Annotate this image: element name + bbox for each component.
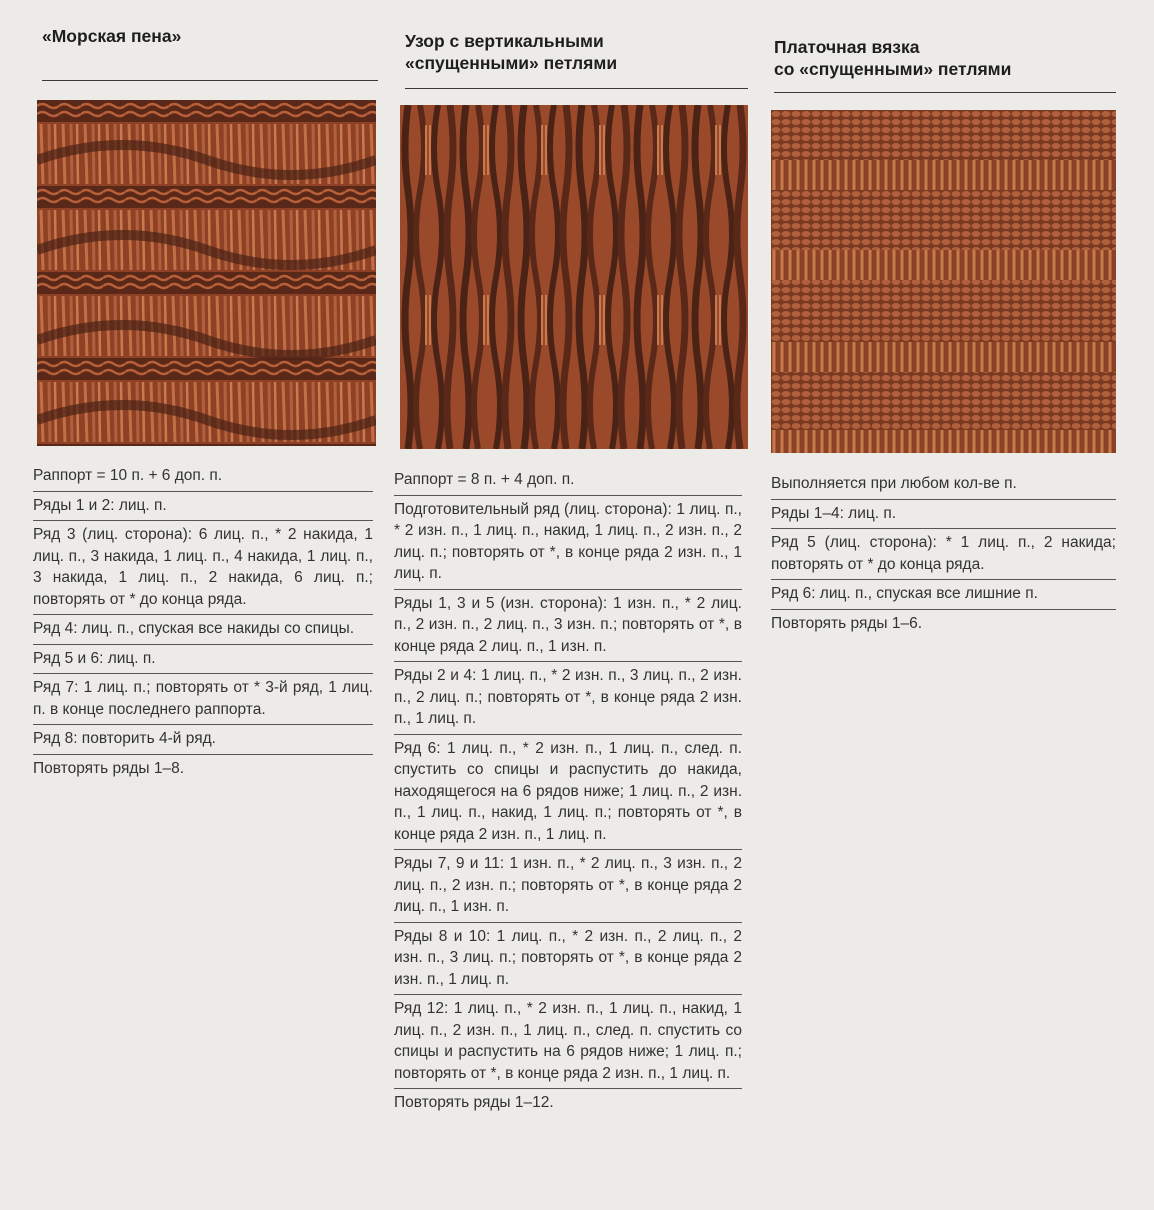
- instruction-row: Ряд 3 (лиц. сторона): 6 лиц. п., * 2 накида, 1 лиц. п., 3 накида, 1 лиц. п., 4 накида, 1 лиц. п., 3 накида, 1 лиц. п., 2 накида, 6 лиц. п.; повторять от * до конца ряда.: [33, 521, 373, 615]
- instruction-row: Раппорт = 10 п. + 6 доп. п.: [33, 462, 373, 492]
- instruction-row: Ряд 5 и 6: лиц. п.: [33, 645, 373, 675]
- instruction-row: Подготовительный ряд (лиц. сторона): 1 лиц. п., * 2 изн. п., 1 лиц. п., накид, 1 лиц. п., 2 изн. п., 2 лиц. п.; повторять от *, в конце ряда 2 изн. п., 1 лиц. п.: [394, 496, 742, 590]
- instruction-row: Ряд 12: 1 лиц. п., * 2 изн. п., 1 лиц. п., накид, 1 лиц. п., 2 изн. п., 1 лиц. п., след. п. спустить со спицы и распустить на 6 рядов ниже; 1 лиц. п.; повторять от *, в конце ряда 2 изн. п., 1 лиц. п.: [394, 995, 742, 1089]
- knit-swatch-vertical-dropped: [400, 105, 748, 449]
- instruction-row: Ряды 7, 9 и 11: 1 изн. п., * 2 лиц. п., 3 изн. п., 2 лиц. п., 2 изн. п.; повторять от *, в конце ряда 2 лиц. п., 1 изн. п.: [394, 850, 742, 923]
- instruction-row: Ряд 8: повторить 4-й ряд.: [33, 725, 373, 755]
- title-rule: [405, 88, 748, 89]
- instruction-row: Ряд 6: 1 лиц. п., * 2 изн. п., 1 лиц. п., след. п. спустить со спицы и распустить до накида, находящегося на 6 рядов ниже; 1 лиц. п., 2 изн. п., 1 лиц. п., накид, 1 лиц. п.; повторять от *, в конце ряда 2 изн. п., 1 лиц. п.: [394, 735, 742, 851]
- instruction-row: Ряд 5 (лиц. сторона): * 1 лиц. п., 2 накида; повторять от * до конца ряда.: [771, 529, 1116, 580]
- instruction-row: Ряды 1, 3 и 5 (изн. сторона): 1 изн. п., * 2 лиц. п., 2 изн. п., 2 лиц. п., 3 изн. п.; повторять от *, в конце ряда 2 лиц. п., 1 изн. п.: [394, 590, 742, 663]
- pattern-title: Платочная вязка со «спущенными» петлями: [774, 37, 1012, 79]
- instructions-list: [33, 462, 373, 783]
- title-rule: [774, 92, 1116, 93]
- instruction-row: Повторять ряды 1–8.: [33, 759, 185, 777]
- instruction-row: Ряд 7: 1 лиц. п.; повторять от * 3-й ряд, 1 лиц. п. в конце последнего раппорта.: [33, 674, 373, 725]
- knit-swatch-sea-foam: [37, 100, 376, 446]
- knit-swatch-garter-dropped: [771, 110, 1116, 453]
- instruction-row: Выполняется при любом кол-ве п.: [771, 470, 1116, 500]
- instruction-row: Повторять ряды 1–6.: [771, 614, 923, 632]
- pattern-title: «Морская пена»: [42, 26, 182, 46]
- instruction-row: Ряды 1 и 2: лиц. п.: [33, 492, 373, 522]
- instruction-row: Ряд 4: лиц. п., спуская все накиды со спицы.: [33, 615, 373, 645]
- instructions-list: [771, 470, 1116, 638]
- title-rule: [42, 80, 378, 81]
- instructions-list: [394, 466, 742, 1118]
- instruction-row: Ряды 8 и 10: 1 лиц. п., * 2 изн. п., 2 лиц. п., 2 изн. п., 3 лиц. п.; повторять от *, в конце ряда 2 изн. п., 1 лиц. п.: [394, 923, 742, 996]
- instruction-row: Ряды 1–4: лиц. п.: [771, 500, 1116, 530]
- instruction-row: Раппорт = 8 п. + 4 доп. п.: [394, 466, 742, 496]
- pattern-title: Узор с вертикальными «спущенными» петлями: [405, 31, 618, 73]
- instruction-row: Ряд 6: лиц. п., спуская все лишние п.: [771, 580, 1116, 610]
- instruction-row: Ряды 2 и 4: 1 лиц. п., * 2 изн. п., 3 лиц. п., 2 изн. п., 2 лиц. п.; повторять от *, в конце ряда 2 изн. п., 1 лиц. п.: [394, 662, 742, 735]
- instruction-row: Повторять ряды 1–12.: [394, 1094, 554, 1111]
